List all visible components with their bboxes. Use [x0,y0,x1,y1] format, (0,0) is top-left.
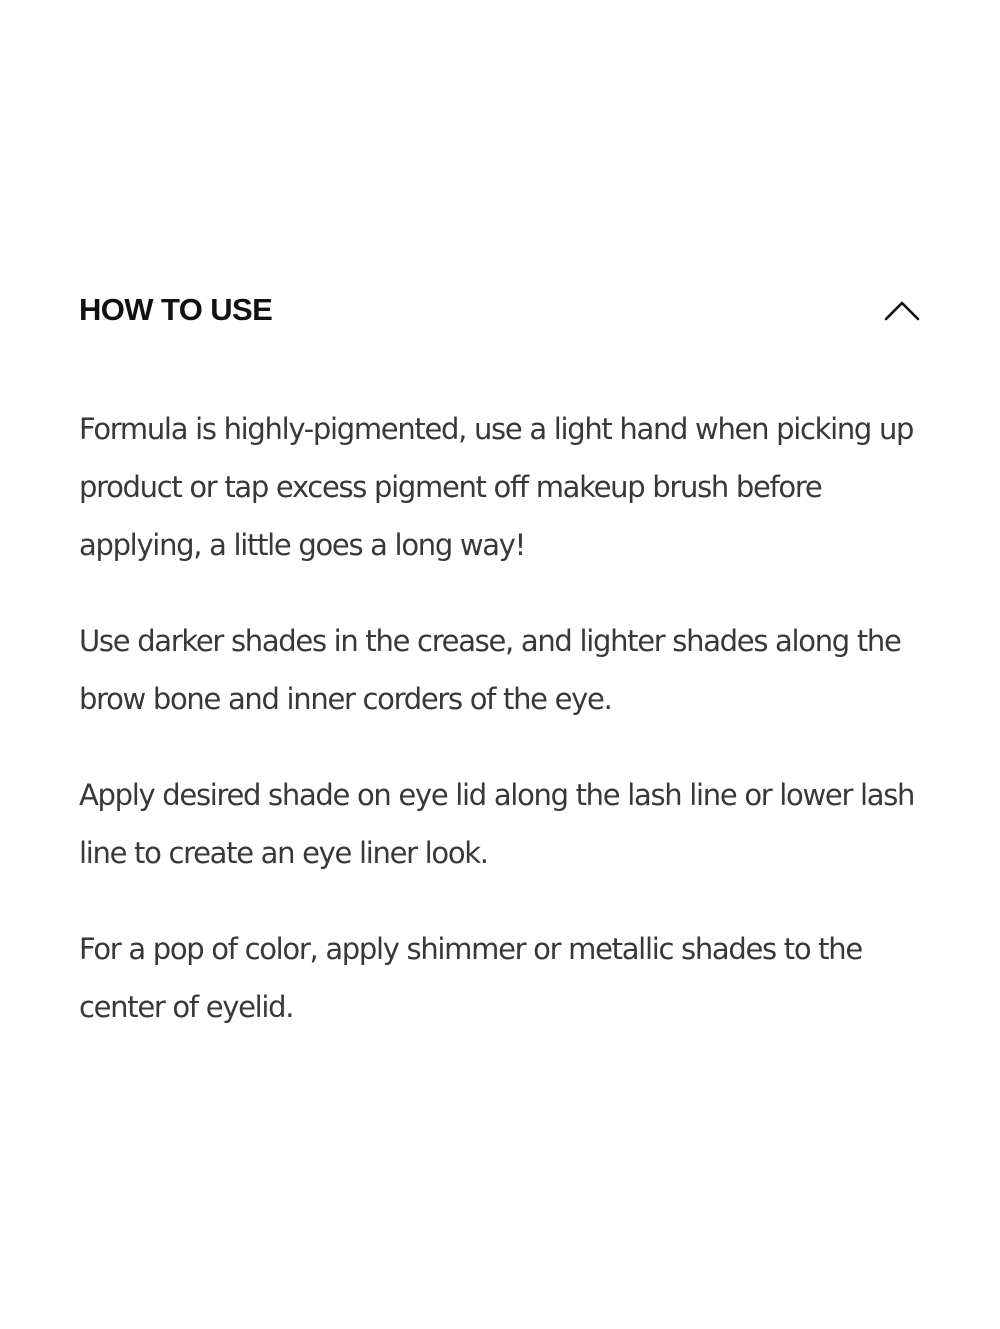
instruction-paragraph-4: For a pop of color, apply shimmer or metallic shades to the center of eyelid. [79,932,862,1024]
accordion-title: HOW TO USE [79,292,273,327]
chevron-up-icon[interactable] [884,298,920,322]
accordion-content [79,400,922,1036]
instruction-paragraph-3: Apply desired shade on eye lid along the lash line or lower lash line to create an eye liner look. [79,778,915,870]
instruction-paragraph-1: Formula is highly-pigmented, use a light hand when picking up product or tap excess pigment off makeup brush before applying, a little goes a long way! [79,412,914,562]
accordion-header[interactable] [79,278,922,342]
instruction-paragraph-2: Use darker shades in the crease, and lighter shades along the brow bone and inner corders of the eye. [79,624,901,716]
how-to-use-accordion [79,278,922,1074]
